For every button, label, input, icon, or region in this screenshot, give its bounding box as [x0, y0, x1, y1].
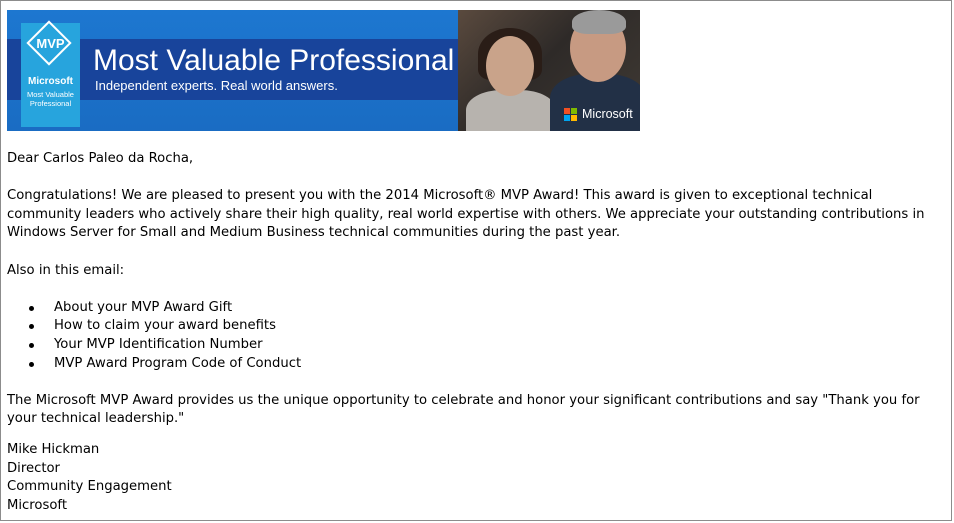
mvp-logo: [21, 23, 80, 127]
mvp-logo-subtitle-line-2: Professional: [29, 99, 72, 108]
banner-title: Most Valuable Professional: [93, 44, 455, 77]
bullet-icon: [29, 324, 34, 329]
list-item: [7, 355, 947, 374]
microsoft-wordmark: Microsoft: [582, 107, 633, 121]
photo-person-man-body: [550, 74, 640, 131]
mvp-logo-subtitle: [21, 90, 80, 108]
signature-name: Mike Hickman: [7, 441, 100, 457]
mvp-logo-mark: MVP: [36, 36, 65, 51]
salutation: Dear Carlos Paleo da Rocha,: [7, 151, 194, 166]
list-item-label: Your MVP Identification Number: [54, 336, 263, 352]
list-item: [7, 317, 947, 336]
mvp-banner: [7, 10, 640, 131]
mvp-logo-brand: Microsoft: [28, 76, 73, 87]
list-item-label: MVP Award Program Code of Conduct: [54, 355, 302, 371]
congratulations-paragraph: Congratulations! We are pleased to present you with the 2014 Microsoft® MVP Award! This award is given to exceptional technical community leaders who actively share their high quality, real world expertise with others. We appreciate your outstanding contributions in Windows Server for Small and Medium Business technical communities during the past year.: [7, 188, 925, 241]
photo-person-man-hair: [572, 10, 626, 34]
signature-department: Community Engagement: [7, 479, 172, 495]
signature: [7, 441, 947, 515]
signature-title: Director: [7, 460, 60, 476]
email-body: [7, 150, 947, 515]
mvp-logo-subtitle-line-1: Most Valuable: [27, 90, 74, 99]
list-item: [7, 299, 947, 318]
signature-company: Microsoft: [7, 497, 68, 513]
bullet-icon: [29, 362, 34, 367]
photo-person-woman-face: [486, 36, 534, 96]
topics-list: [7, 299, 947, 373]
photo-person-woman-body: [466, 90, 556, 131]
bullet-icon: [29, 306, 34, 311]
bullet-icon: [29, 343, 34, 348]
list-item-label: How to claim your award benefits: [54, 318, 276, 334]
banner-tagline: Independent experts. Real world answers.: [95, 78, 338, 93]
banner-photo: [458, 10, 640, 131]
closing-paragraph: The Microsoft MVP Award provides us the unique opportunity to celebrate and honor your significant contributions and say "Thank you for your technical leadership.": [7, 392, 920, 427]
also-heading: Also in this email:: [7, 262, 125, 278]
list-item-label: About your MVP Award Gift: [54, 299, 233, 315]
microsoft-logo-icon: [564, 108, 578, 122]
list-item: [7, 336, 947, 355]
